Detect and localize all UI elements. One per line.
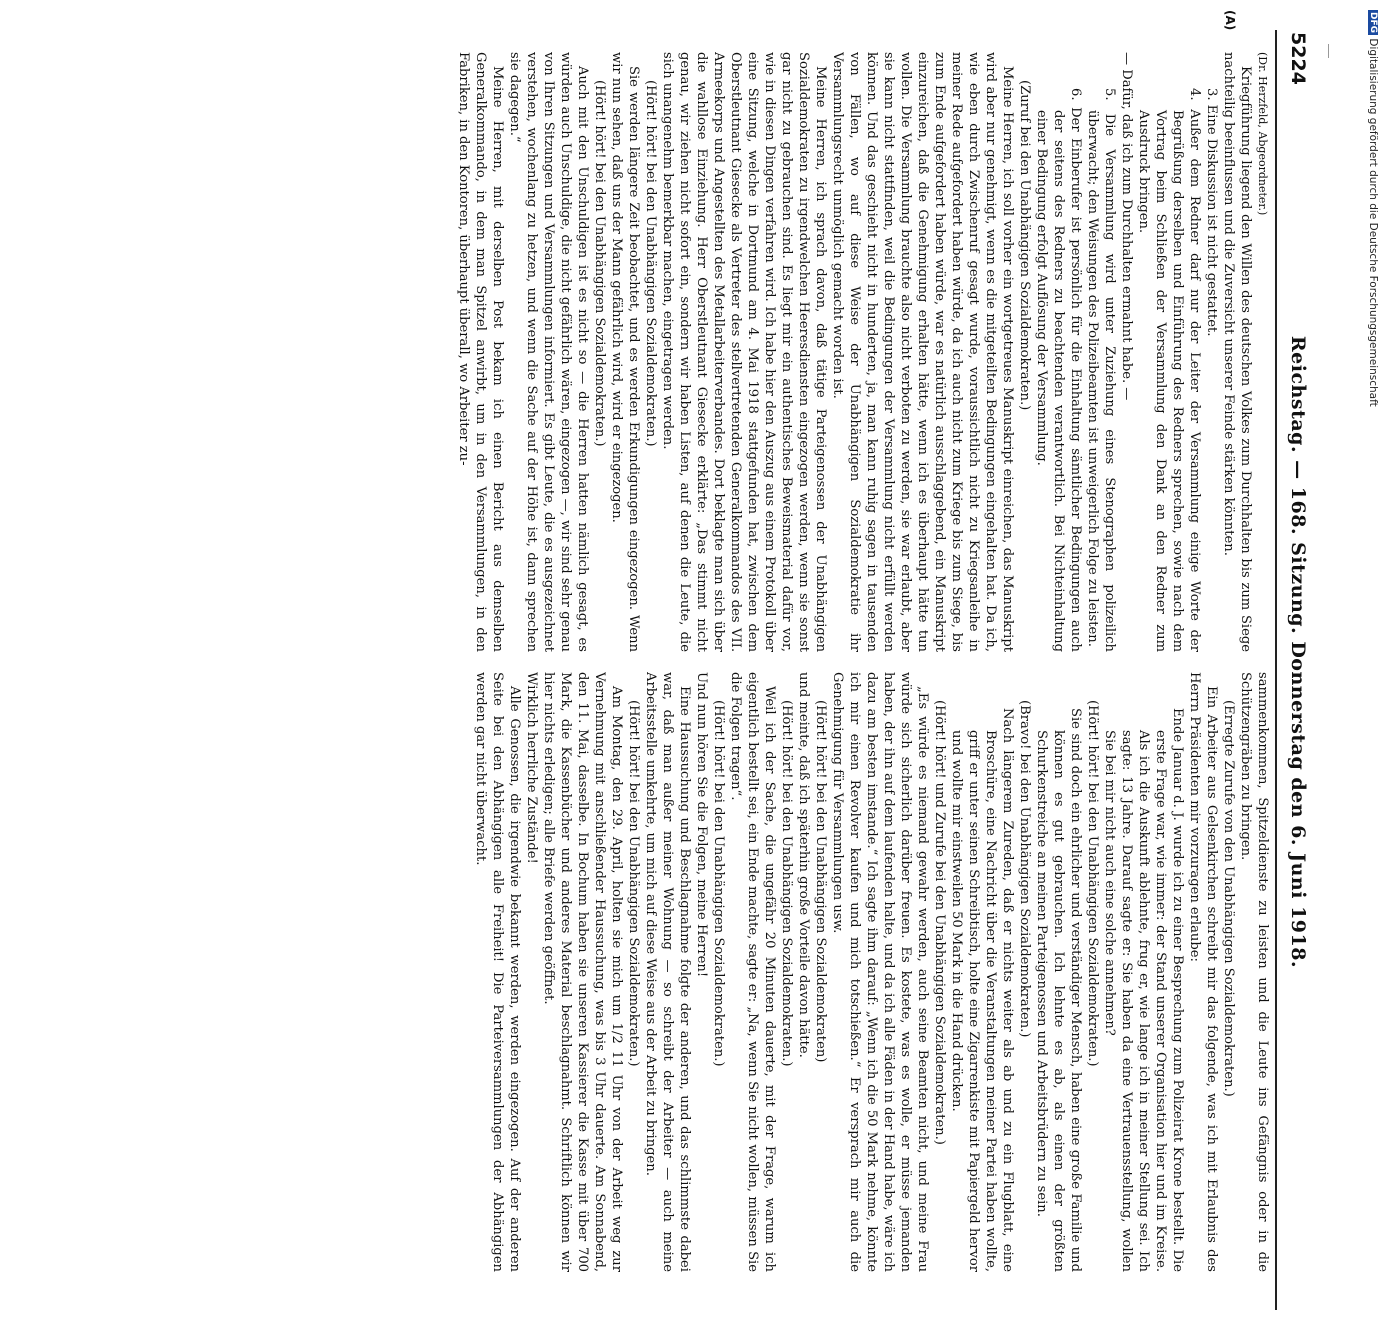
- paragraph: Am Montag, den 29. April, holten sie mich um 1/2 11 Uhr von der Arbeit weg zur Vernehmung mit anschließender Haussuchung, was bis 3 Uhr dauerte. Am Sonnabend, den 11. Mai, dasselbe. In Bochum haben sie unseren Kassierer die Kasse mit über 700 Mark, die Kassenbücher und anderes Material beschlagnahmt. Schriftlich können wir hier nichts erledigen; alle Briefe werden geöffnet.: [541, 672, 624, 1272]
- paragraph: Meine Herren, ich sprach davon, daß tätige Parteigenossen der Unabhängigen Sozialdemokraten zu irgendwelchen Heeresdiensten eingezogen werden, wenn sie sonst gar nicht zu gebrauchen sind. Es liegt mir ein authentisches Beweismaterial dafür vor, wie in diesen Dingen verfahren wird. Ich habe hier den Auszug aus einem Protokoll über eine Sitzung, welche in Dortmund am 4. Mai 1918 stattgefunden hat, zwischen dem Oberstleutnant Giesecke als Vertreter des stellvertretenden Generalkommandos des VII. Armeekorps und Angestellten des Metallarbeiterverbandes. Dort beklagte man sich über die wahllose Einziehung. Herr Oberstleutnant Giesecke erklärte: „Das stimmt nicht genau, wir ziehen nicht sofort ein, sondern wir haben Listen, auf denen die Leute, die sich unangenehm bemerkbar machen, eingetragen werden.: [660, 52, 828, 652]
- interjection: (Hört! hört! bei den Unabhängigen Sozialdemokraten.): [626, 700, 641, 1067]
- interjection: (Bravo! bei den Unabhängigen Sozialdemokraten.): [1017, 700, 1032, 1038]
- paragraph: Sie werden längere Zeit beobachtet, und es werden Erkundigungen eingezogen. Wenn wir nun sehen, daß uns der Mann gefährlich wird, wird er eingezogen.: [609, 52, 641, 652]
- list-item: 5. Die Versammlung wird unter Zuziehung eines Stenographen polizeilich überwacht; den Weisungen des Polizeibeamten ist unweigerlich Folge zu leisten.: [1085, 88, 1117, 652]
- document-page: [50, 12, 1315, 1330]
- running-title: Reichstag. — 168. Sitzung. Donnerstag den 6. Juni 1918.: [1287, 335, 1309, 969]
- interjection: (Hört! hört! und Zurufe bei den Unabhängigen Sozialdemokraten.): [932, 700, 947, 1145]
- page-number: 5224: [1287, 32, 1309, 85]
- paragraph: Ein Arbeiter aus Gelsenkirchen schreibt mir das folgende, was ich mit Erlaubnis des Herrn Präsidenten mir vorzuragen erlaube:: [1187, 672, 1219, 1272]
- interjection: (Hört! hört! bei den Unabhängigen Sozialdemokraten.): [779, 700, 794, 1067]
- interjection: (Hört! hört! bei den Unabhängigen Sozialdemokraten.): [1085, 700, 1100, 1067]
- paragraph: Alle Genossen, die irgendwie bekannt werden, werden eingezogen. Auf der anderen Seite bei den Abhängigen alle Freiheit! Die Parteiversammlungen der Abhängigen werden gar nicht überwacht.: [473, 672, 522, 1272]
- paragraph: Meine Herren, mit derselben Post bekam ich einen Bericht aus demselben Generalkommando, in dem man Spitzel anwirbt, um in den Versammlungen, in den Fabriken, in den Kontoren, überhaupt überall, wo Arbeiter zu-: [456, 52, 505, 652]
- paragraph: Wirklich herrliche Zustände!: [524, 672, 539, 864]
- funding-note: [1359, 10, 1379, 990]
- funding-text: Digitalisierung gefördert durch die Deutsche Forschungsgemeinschaft: [1367, 38, 1379, 407]
- left-column: [61, 52, 1271, 652]
- scan-mark: [1328, 44, 1329, 58]
- quoted-letter: Nach längerem Zureden, daß er nichts weiter als ab und zu ein Flugblatt, eine Broschüre, eine Nachricht über die Veranstaltungen meiner Partei haben wollte, griff er unter seinen Schreibtisch, holte eine Zigarrenkiste mit Papiergeld hervor und wollte mir einstweilen 50 Mark in die Hand drücken.: [949, 708, 1015, 1272]
- paragraph: Auch mit den Unschuldigen ist es nicht so — die Herren hatten nämlich gesagt, es würden auch Unschuldige, die nicht gefährlich wären, eingezogen —, wir sind sehr genau von Ihren Sitzungen und Versammlungen informiert. Es gibt Leute, die es ausgezeichnet verstehen, wochenlang zu hetzen, und wenn die Sache auf der Höhe ist, dann sprechen sie dagegen.“: [507, 52, 590, 652]
- paragraph: Eine Haussuchung und Beschlagnahme folgte der anderen, und das schlimmste dabei war, daß man außer meiner Wohnung — so schreibt der Arbeiter — auch meine Arbeitsstelle umkehrte, um mich auf diese Weise aus der Arbeit zu bringen.: [643, 672, 692, 1272]
- header-rule: [1275, 30, 1277, 1310]
- interjection: (Hört! hört! bei den Unabhängigen Sozialdemokraten.): [711, 700, 726, 1067]
- interjection: (Hört! hört! bei den Unabhängigen Sozialdemokraten.): [643, 80, 658, 447]
- paragraph: Weil ich der Sache, die ungefähr 20 Minuten dauerte, mit der Frage, warum ich eigentlich bestellt sei, ein Ende machte, sagte er: „Na, wenn Sie nicht wollen, müssen Sie die Folgen tragen“.: [728, 672, 777, 1272]
- speaker-note: (Dr. Herzfeld, Abgeordneter.): [1256, 52, 1269, 216]
- list-item: 6. Der Einberufer ist persönlich für die Einhaltung sämtlicher Bedingungen auch der seitens des Redners zu beachtenden verantwortlich. Bei Nichteinhaltung einer Bedingung erfolgt Auflösung der Versammlung.: [1034, 88, 1083, 652]
- list-item: 4. Außer dem Redner darf nur der Leiter der Versammlung einige Worte der Begrüßung derselben und Einführung des Redners sprechen, sowie nach dem Vortrag beim Schließen der Versammlung den Dank an den Redner zum Ausdruck bringen.: [1136, 88, 1202, 652]
- margin-letter-a: (A): [1223, 10, 1237, 31]
- interjection: (Hört! hört! bei den Unabhängigen Sozialdemokraten): [813, 700, 828, 1063]
- paragraph: und meinte, daß ich späterhin große Vorteile davon hätte.: [796, 672, 811, 1058]
- paragraph: — Dafür, daß ich zum Durchhalten ermahnt habe. —: [1119, 52, 1134, 401]
- interjection: (Zuruf bei den Unabhängigen Sozialdemokraten.): [1017, 80, 1032, 411]
- quoted-letter: Sie sind doch ein ehrlicher und verständiger Mensch, haben eine große Familie und können es gut gebrauchen. Ich lehnte es ab, als einen der größten Schurkenstreiche an meinen Parteigenossen und Arbeitsbrüdern zu sein.: [1034, 708, 1083, 1272]
- dfg-logo: DFG: [1368, 12, 1378, 34]
- paragraph: Meine Herren, ich soll vorher ein wortgetreues Manuskript einreichen, das Manuskript wird aber nur genehmigt, wenn es die mitgeteilten Bedingungen eingehalten hat. Da ich, wie eben durch Zwischenruf gesagt wurde, voraussichtlich nicht zu Kriegsanleihe in meiner Rede aufgefordert haben würde, da ich auch nicht zum Kriege bis zum Siege, bis zum Ende aufgefordert haben würde, war es natürlich ausschlaggebend, ein Manuskript einzureichen, daß die Genehmigung erhalten hätte, wenn ich es überhaupt hätte tun wollen. Die Versammlung brauchte also nicht verboten zu werden, sie war erlaubt, aber sie kann nicht stattfinden, weil die Bedingungen der Versammlung nicht erfüllt werden können. Und das geschieht nicht in hunderten, ja, man kann ruhig sagen in tausenden von Fällen, wo auf diese Weise der Unabhängigen Sozialdemokratie ihr Versammlungsrecht unmöglich gemacht worden ist.: [830, 52, 1015, 652]
- right-column: [61, 672, 1271, 1272]
- paragraph: sammenkommen, Spitzeldienste zu leisten und die Leute ins Gefängnis oder in die Schützengräben zu bringen.: [1238, 672, 1270, 1272]
- list-item: 3. Eine Diskussion ist nicht gestattet.: [1204, 88, 1219, 337]
- paragraph: Und nun hören Sie die Folgen, meine Herren!: [694, 672, 709, 978]
- paragraph: „Es würde es niemand gewahr werden, auch seine Beamten nicht, und meine Frau würde sich sicherlich darüber freuen. Es kostete, was es wolle, er müsse jemanden haben, der ihn auf dem laufenden halte, und da ich alle Fäden in der Hand habe, wäre ich dazu am besten imstande.“ Ich sagte ihm darauf: „Wenn ich die 50 Mark nehme, könnte ich mir einen Revolver kaufen und mich totschießen.“ Er versprach mir auch die Genehmigung für Versammlungen usw.: [830, 672, 930, 1272]
- quoted-letter: Ende Januar d. J. wurde ich zu einer Besprechung zum Polizeirat Krone bestellt. Die erste Frage war, wie immer: der Stand unserer Organisation hier und im Kreise. Als ich die Auskunft ablehnte, frug er, wie lange ich in meiner Stellung sei. Ich sagte: 13 Jahre. Darauf sagte er: Sie haben da eine Vertrauensstellung, wollen Sie bei mir nicht auch eine solche annehmen?: [1102, 708, 1185, 1272]
- running-header: [1281, 12, 1315, 1330]
- paragraph: Kriegführung liegend den Willen des deutschen Volkes zum Durchhalten bis zum Siege nachteilig beeinflussen und die Zuversicht unserer Feinde stärken könnten.: [1221, 52, 1253, 652]
- interjection: (Erregte Zurufe von den Unabhängigen Sozialdemokraten.): [1221, 700, 1236, 1097]
- interjection: (Hört! hört! bei den Unabhängigen Sozialdemokraten.): [592, 80, 607, 447]
